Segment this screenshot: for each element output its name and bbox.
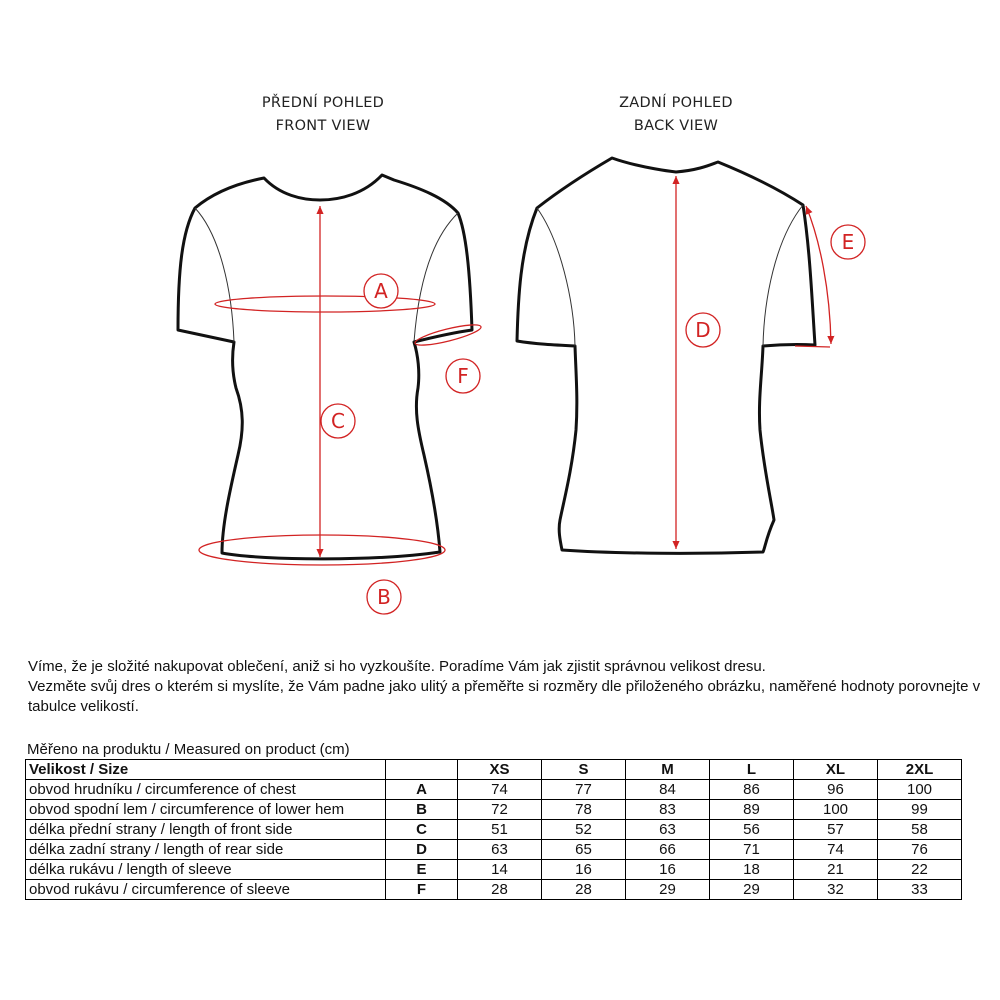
cell-value: 32 — [794, 880, 878, 900]
table-row — [26, 840, 962, 860]
row-code: C — [386, 820, 458, 840]
row-label: obvod rukávu / circumference of sleeve — [26, 880, 386, 900]
marker-d — [686, 313, 720, 347]
cell-value: 52 — [542, 820, 626, 840]
cell-value: 63 — [458, 840, 542, 860]
table-row — [26, 860, 962, 880]
size-header-xl: XL — [794, 760, 878, 780]
cell-value: 18 — [710, 860, 794, 880]
cell-value: 96 — [794, 780, 878, 800]
cell-value: 16 — [542, 860, 626, 880]
code-column-header — [386, 760, 458, 780]
row-label: obvod hrudníku / circumference of chest — [26, 780, 386, 800]
cell-value: 76 — [878, 840, 962, 860]
svg-text:B: B — [377, 585, 391, 609]
row-label: délka zadní strany / length of rear side — [26, 840, 386, 860]
size-header-l: L — [710, 760, 794, 780]
row-label: délka přední strany / length of front side — [26, 820, 386, 840]
front-view-title-cs: PŘEDNÍ POHLED — [261, 95, 385, 111]
cell-value: 78 — [542, 800, 626, 820]
cell-value: 86 — [710, 780, 794, 800]
cell-value: 100 — [878, 780, 962, 800]
cell-value: 89 — [710, 800, 794, 820]
cell-value: 66 — [626, 840, 710, 860]
table-row — [26, 800, 962, 820]
svg-text:E: E — [841, 230, 855, 254]
cell-value: 22 — [878, 860, 962, 880]
size-header-xs: XS — [458, 760, 542, 780]
row-label: délka rukávu / length of sleeve — [26, 860, 386, 880]
row-code: E — [386, 860, 458, 880]
back-view-title-cs: ZADNÍ POHLED — [619, 95, 733, 111]
table-row — [26, 780, 962, 800]
cell-value: 28 — [542, 880, 626, 900]
marker-a — [364, 274, 398, 308]
cell-value: 84 — [626, 780, 710, 800]
cell-value: 33 — [878, 880, 962, 900]
cell-value: 77 — [542, 780, 626, 800]
cell-value: 28 — [458, 880, 542, 900]
front-view-title-en: FRONT VIEW — [275, 118, 371, 134]
cell-value: 29 — [626, 880, 710, 900]
size-header-m: M — [626, 760, 710, 780]
marker-e — [831, 225, 865, 259]
marker-c — [321, 404, 355, 438]
cell-value: 65 — [542, 840, 626, 860]
cell-value: 72 — [458, 800, 542, 820]
row-code: A — [386, 780, 458, 800]
size-column-header: Velikost / Size — [26, 760, 386, 780]
size-header-s: S — [542, 760, 626, 780]
svg-text:C: C — [331, 409, 345, 433]
intro-line-2: Vezměte svůj dres o kterém si myslíte, že Vám padne jako ulitý a přeměřte si rozměry dle přiloženého obrázku, naměřené hodnoty porovnejte v tabulce velikostí. — [28, 678, 981, 715]
cell-value: 63 — [626, 820, 710, 840]
cell-value: 16 — [626, 860, 710, 880]
table-header-row — [26, 760, 962, 780]
cell-value: 57 — [794, 820, 878, 840]
table-row — [26, 820, 962, 840]
cell-value: 74 — [794, 840, 878, 860]
cell-value: 56 — [710, 820, 794, 840]
marker-b — [367, 580, 401, 614]
svg-text:A: A — [374, 279, 388, 303]
cell-value: 83 — [626, 800, 710, 820]
front-view — [178, 94, 482, 614]
back-shirt-outline — [517, 158, 815, 553]
cell-value: 51 — [458, 820, 542, 840]
table-caption: Měřeno na produktu / Measured on product (cm) — [27, 741, 350, 758]
cell-value: 99 — [878, 800, 962, 820]
row-label: obvod spodní lem / circumference of lower hem — [26, 800, 386, 820]
cell-value: 74 — [458, 780, 542, 800]
back-view — [517, 94, 865, 553]
cell-value: 100 — [794, 800, 878, 820]
row-code: B — [386, 800, 458, 820]
sleeve-length-end-line — [795, 346, 830, 347]
cell-value: 58 — [878, 820, 962, 840]
intro-text — [28, 657, 988, 717]
svg-text:F: F — [457, 364, 469, 388]
row-code: D — [386, 840, 458, 860]
size-table — [25, 759, 962, 900]
front-shirt-outline — [178, 175, 472, 559]
table-row — [26, 880, 962, 900]
cell-value: 21 — [794, 860, 878, 880]
intro-line-1: Víme, že je složité nakupovat oblečení, aniž si ho vyzkoušíte. Poradíme Vám jak zjistit správnou velikost dresu. — [28, 658, 766, 675]
cell-value: 71 — [710, 840, 794, 860]
marker-f — [446, 359, 480, 393]
size-header-2xl: 2XL — [878, 760, 962, 780]
back-view-title-en: BACK VIEW — [633, 118, 719, 134]
cell-value: 14 — [458, 860, 542, 880]
cell-value: 29 — [710, 880, 794, 900]
svg-text:D: D — [695, 318, 711, 342]
row-code: F — [386, 880, 458, 900]
